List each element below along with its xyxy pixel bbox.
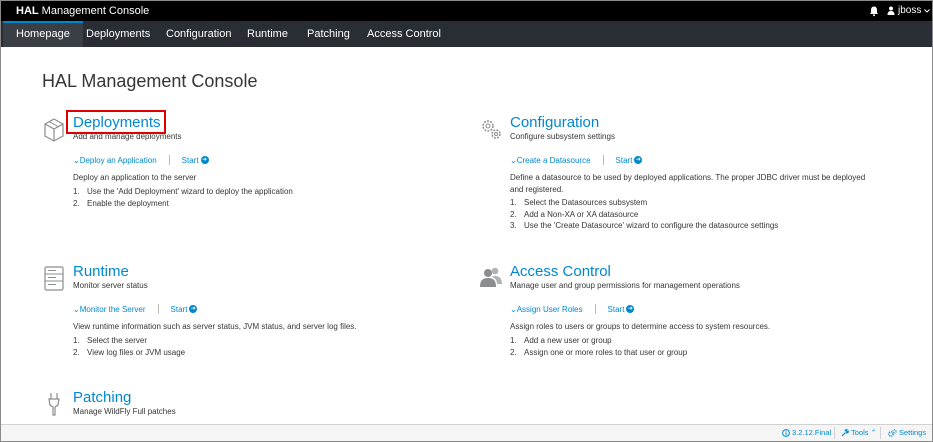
gears-icon <box>479 116 503 144</box>
access-control-actions <box>510 304 634 314</box>
patching-subtitle: Manage WildFly Full patches <box>73 407 176 416</box>
deployments-subtitle: Add and manage deployments <box>73 132 182 141</box>
users-icon <box>479 265 503 293</box>
assign-user-roles-toggle[interactable]: ⌄Assign User Roles <box>510 304 583 314</box>
configuration-actions <box>510 155 642 165</box>
bandage-icon <box>42 391 66 419</box>
user-menu[interactable] <box>887 5 930 16</box>
access-control-steps <box>510 335 687 358</box>
deployments-description: Deploy an application to the server <box>73 173 197 182</box>
create-datasource-toggle[interactable]: ⌄Create a Datasource <box>510 155 591 165</box>
access-control-description: Assign roles to users or groups to determine access to system resources. <box>510 322 771 331</box>
list-item: 2. Assign one or more roles to that user or group <box>510 347 688 357</box>
deployments-title-link[interactable]: Deployments <box>73 114 161 131</box>
version-link[interactable]: 3.2.12.Final <box>782 428 831 437</box>
top-bar <box>1 1 932 21</box>
info-circle-icon <box>782 429 790 437</box>
deployments-steps <box>73 186 293 209</box>
configuration-description: Define a datasource to be used by deployed applications. The proper JDBC driver must be deployed and registered. <box>510 173 866 194</box>
user-name: jboss <box>898 5 922 16</box>
server-icon <box>42 265 66 293</box>
configuration-steps <box>510 197 778 232</box>
divider <box>158 304 159 314</box>
chevron-down-icon <box>924 9 930 13</box>
runtime-description: View runtime information such as server status, JVM status, and server log files. <box>73 322 357 331</box>
wrench-icon <box>841 429 849 437</box>
main-nav <box>1 21 932 47</box>
list-item: 2. Add a Non-XA or XA datasource <box>510 209 639 219</box>
arrow-circle-right-icon: ➜ <box>627 306 633 312</box>
divider <box>169 155 170 165</box>
configuration-start-button[interactable]: Start ➜ <box>615 155 641 165</box>
chevron-up-icon: ⌃ <box>870 428 877 437</box>
list-item: 1. Select the server <box>73 336 148 345</box>
tools-menu[interactable]: Tools ⌃ <box>841 428 877 437</box>
nav-patching[interactable]: Patching <box>307 28 350 40</box>
footer-divider <box>834 427 835 439</box>
nav-runtime[interactable]: Runtime <box>247 28 288 40</box>
brand-title[interactable]: HAL Management Console <box>16 5 150 17</box>
patching-title-link[interactable]: Patching <box>73 389 132 406</box>
list-item: 1. Select the Datasources subsystem <box>510 198 648 207</box>
arrow-circle-right-icon: ➜ <box>190 306 196 312</box>
access-control-start-button[interactable]: Start ➜ <box>607 304 633 314</box>
list-item: 1. Use the 'Add Deployment' wizard to deploy the application <box>73 187 293 196</box>
configuration-subtitle: Configure subsystem settings <box>510 132 615 141</box>
arrow-circle-right-icon: ➜ <box>202 157 208 163</box>
list-item: 1. Add a new user or group <box>510 336 612 345</box>
footer-bar <box>1 424 932 441</box>
user-icon <box>887 6 895 15</box>
configuration-title-link[interactable]: Configuration <box>510 114 600 131</box>
gears-icon <box>888 429 897 437</box>
deployments-start-button[interactable]: Start ➜ <box>181 155 208 165</box>
deploy-application-toggle[interactable]: ⌄Deploy an Application <box>73 155 157 165</box>
runtime-title-link[interactable]: Runtime <box>73 263 129 280</box>
divider <box>603 155 604 165</box>
monitor-server-toggle[interactable]: ⌄Monitor the Server <box>73 304 146 314</box>
deployments-actions <box>73 155 209 165</box>
runtime-actions <box>73 304 197 314</box>
list-item: 3. Use the 'Create Datasource' wizard to configure the datasource settings <box>510 221 779 230</box>
divider <box>595 304 596 314</box>
runtime-start-button[interactable]: Start ➜ <box>170 304 196 314</box>
arrow-circle-right-icon: ➜ <box>635 157 641 163</box>
settings-link[interactable]: Settings <box>888 428 926 437</box>
footer-divider <box>880 427 881 439</box>
nav-configuration[interactable]: Configuration <box>166 28 232 40</box>
page-title: HAL Management Console <box>42 71 258 91</box>
nav-homepage[interactable]: Homepage <box>3 21 83 47</box>
runtime-subtitle: Monitor server status <box>73 281 148 290</box>
nav-access-control[interactable]: Access Control <box>367 28 441 40</box>
bell-icon[interactable] <box>868 5 880 17</box>
list-item: 2. Enable the deployment <box>73 198 169 208</box>
access-control-subtitle: Manage user and group permissions for management operations <box>510 281 740 290</box>
access-control-title-link[interactable]: Access Control <box>510 263 611 280</box>
deployments-icon <box>42 116 66 144</box>
nav-deployments[interactable]: Deployments <box>86 28 151 40</box>
list-item: 2. View log files or JVM usage <box>73 347 186 357</box>
runtime-steps <box>73 335 185 358</box>
